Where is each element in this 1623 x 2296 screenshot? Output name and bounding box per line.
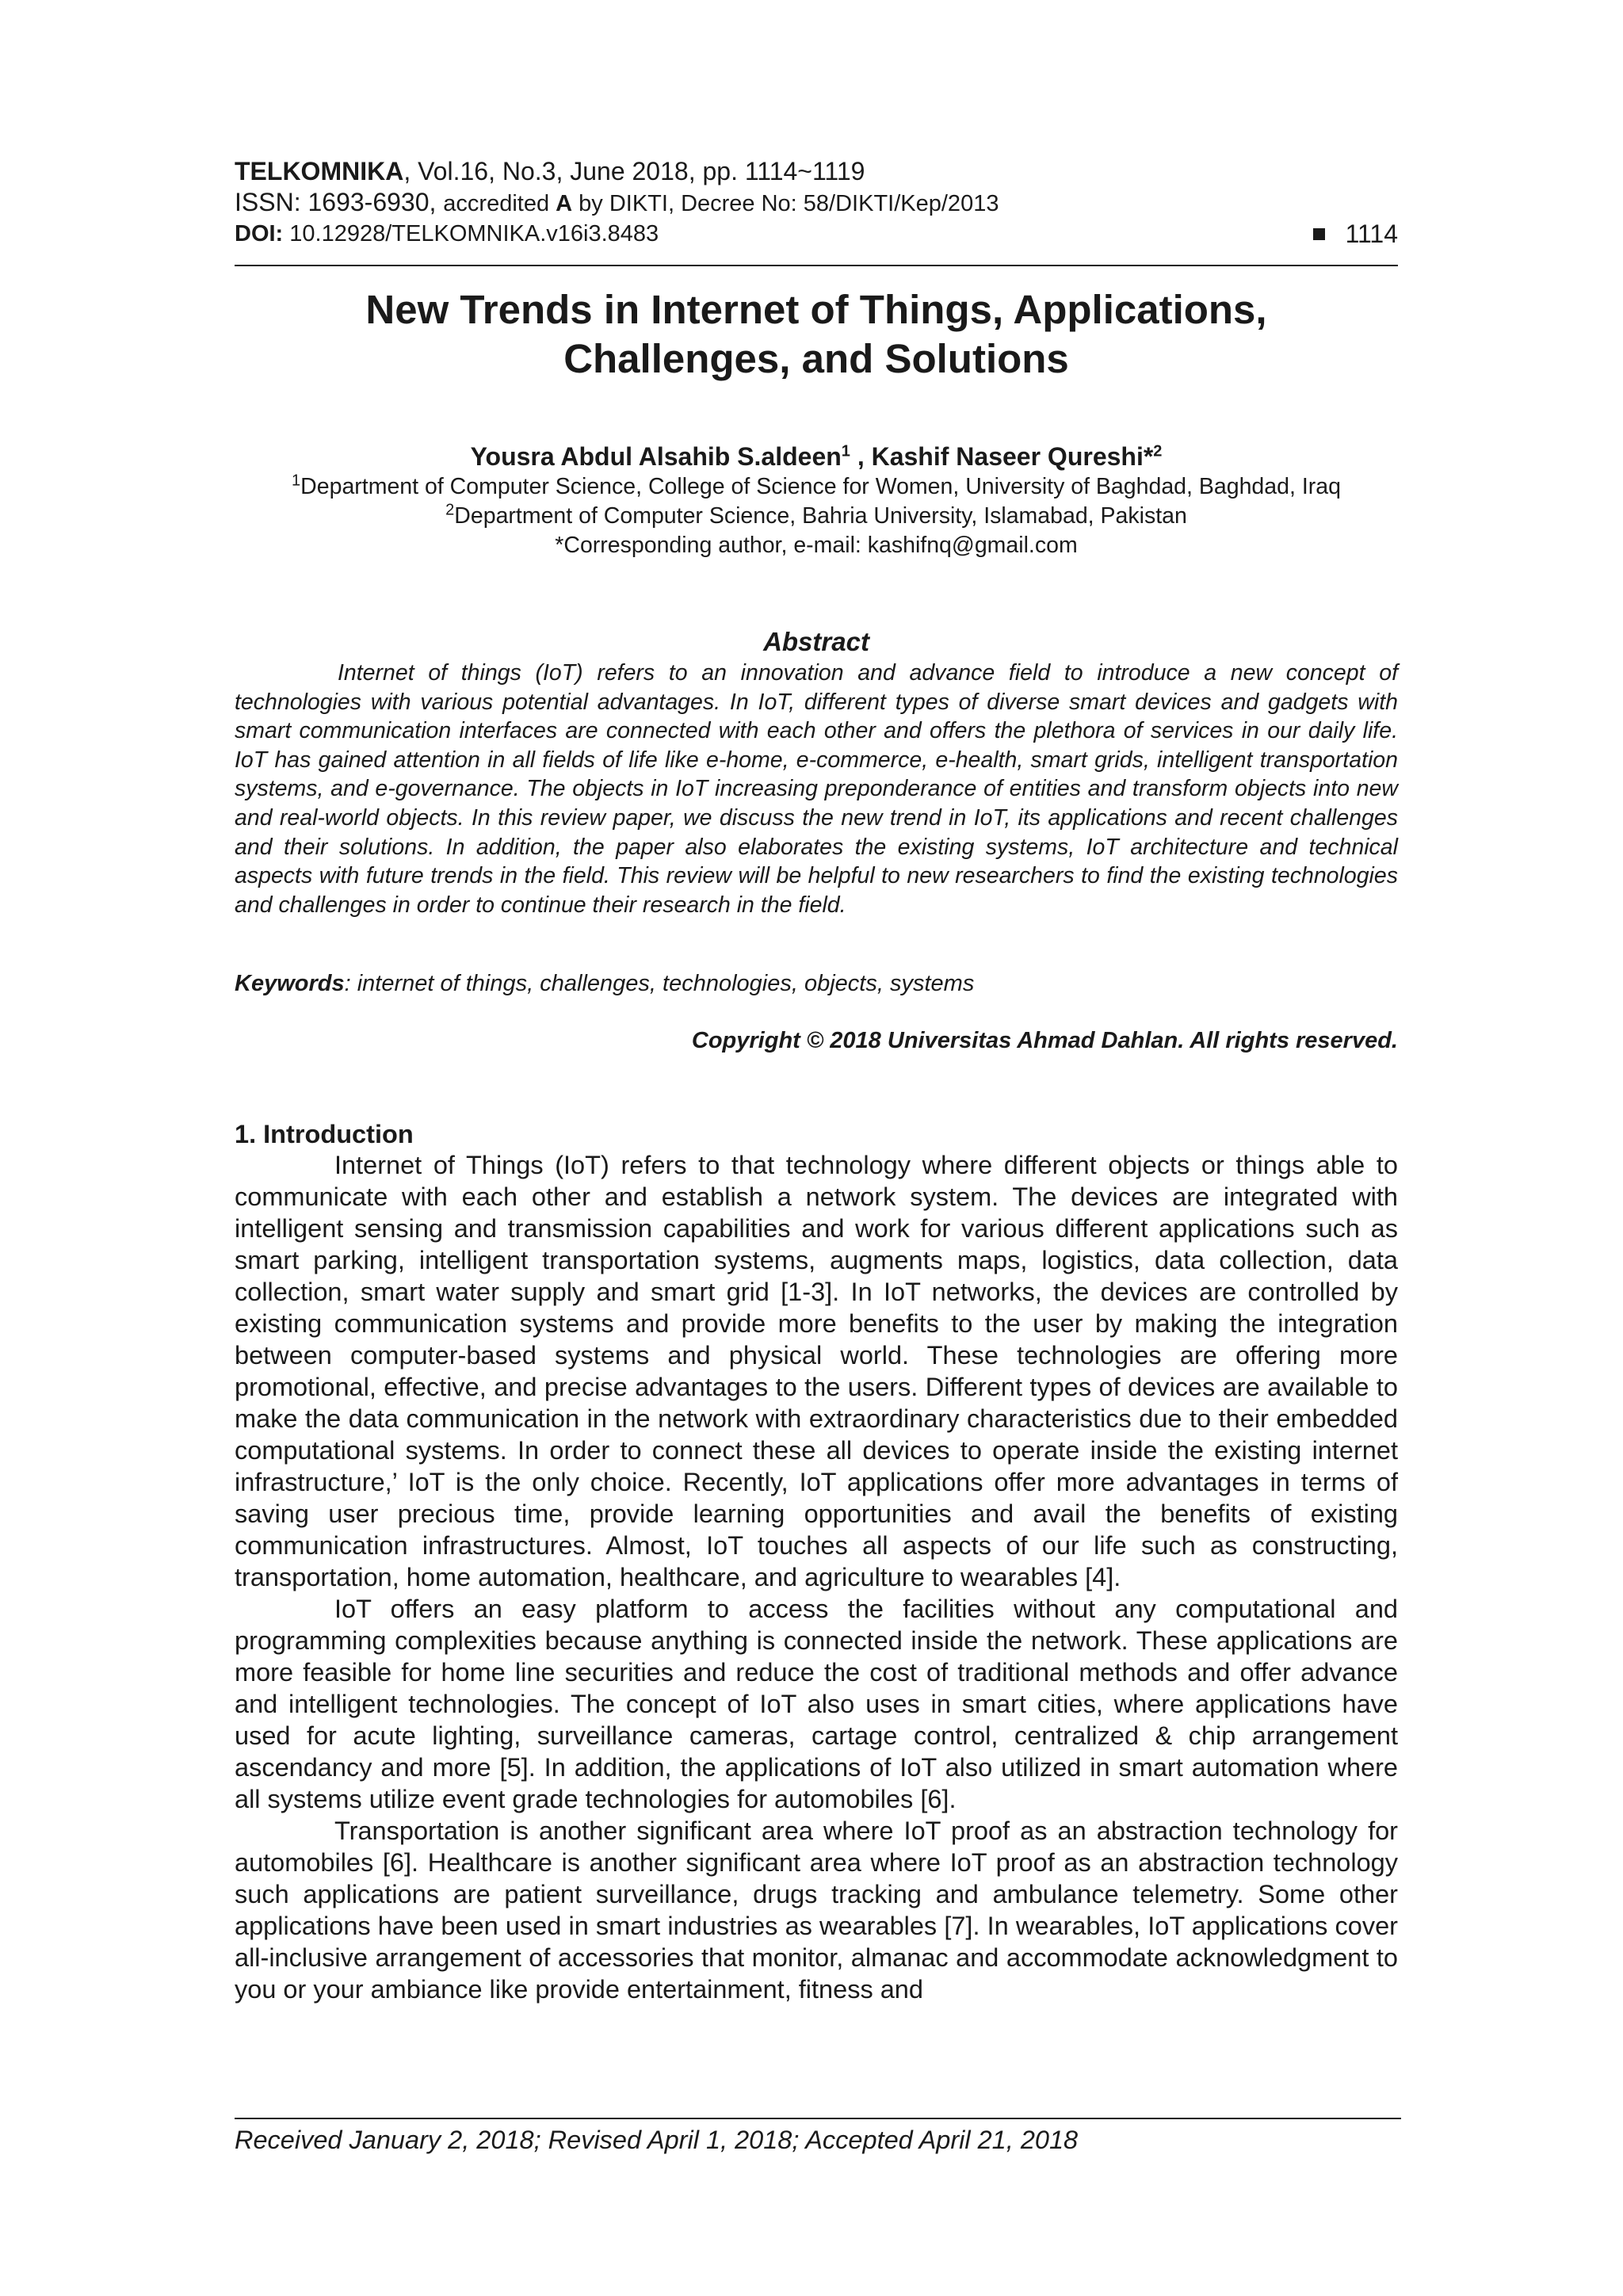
doi-line: [235, 219, 1398, 249]
author-block: [235, 441, 1398, 560]
journal-header: [235, 155, 1398, 249]
body-paragraph: IoT offers an easy platform to access the facilities without any computational and programming complexities because anything is connected inside the network. These applications are more feasible for home line securities and reduce the cost of traditional methods and offer advance and intelligent technologies. The concept of IoT also uses in smart cities, where applications have used for acute lighting, surveillance cameras, cartage control, centralized & chip arrangement ascendancy and more [5]. In addition, the applications of IoT also utilized in smart automation where all systems utilize event grade technologies for automobiles [6].: [235, 1595, 1398, 1813]
square-bullet-icon: [1313, 228, 1325, 240]
abstract-heading: Abstract: [763, 627, 869, 656]
paper-title: [235, 285, 1398, 384]
affiliation: [235, 472, 1398, 502]
doi: 10.12928/TELKOMNIKA.v16i3.8483: [289, 221, 659, 246]
abstract-text: Internet of things (IoT) refers to an innovation and advance field to introduce a new concept of technologies with various potential advantages. In IoT, different types of diverse smart devices and gadgets with smart communication interfaces are connected with each other and offers the plethora of services in our daily life. IoT has gained attention in all fields of life like e-home, e-commerce, e-health, smart grids, intelligent transportation systems, and e-governance. The objects in IoT increasing preponderance of entities and transform objects into new and real-world objects. In this review paper, we discuss the new trend in IoT, its applications and recent challenges and their solutions. In addition, the paper also elaborates the existing systems, IoT architecture and technical aspects with future trends in the field. This review will be helpful to new researchers to find the existing technologies and challenges in order to continue their research in the field.: [235, 660, 1398, 918]
issn: ISSN: 1693-6930,: [235, 188, 444, 216]
page-number-value: 1114: [1345, 220, 1398, 248]
keywords-label: Keywords: [235, 971, 345, 996]
affiliation-text: Department of Computer Science, College of Science for Women, University of Baghdad, Baghdad, Iraq: [300, 474, 1341, 499]
author-names: [235, 441, 1398, 472]
accreditation-decree: by DIKTI, Decree No: 58/DIKTI/Kep/2013: [572, 191, 999, 216]
doi-label: DOI:: [235, 221, 290, 246]
journal-citation: [235, 155, 1398, 187]
issn-line: [235, 187, 1398, 219]
journal-volume: , Vol.16, No.3, June 2018, pp. 1114~1119: [403, 157, 865, 185]
accreditation-grade: A: [556, 191, 573, 216]
author-name: Kashif Naseer Qureshi*: [871, 442, 1154, 471]
copyright-notice: Copyright © 2018 Universitas Ahmad Dahlan. All rights reserved.: [691, 1028, 1398, 1053]
keywords-text: : internet of things, challenges, technologies, objects, systems: [344, 971, 975, 996]
header-rule: [235, 265, 1398, 266]
corresponding-author: *Corresponding author, e-mail: kashifnq@gmail.com: [555, 533, 1078, 558]
affiliation-mark: 1: [292, 472, 301, 490]
author-name: Yousra Abdul Alsahib S.aldeen: [470, 442, 842, 471]
body-paragraph: Transportation is another significant area where IoT proof as an abstraction technology for automobiles [6]. Healthcare is another significant area where IoT proof as an abstraction technology such applications are patient surveillance, drugs tracking and ambulance telemetry. Some other applications have been used in smart industries as wearables [7]. In wearables, IoT applications cover all-inclusive arrangement of accessories that monitor, almanac and accommodate acknowledgment to you or your ambiance like provide entertainment, fitness and: [235, 1817, 1398, 2004]
author-affiliation-mark: 2: [1153, 442, 1163, 460]
author-separator: ,: [850, 442, 872, 471]
keywords: [235, 968, 1398, 999]
section-heading: 1. Introduction: [235, 1120, 414, 1148]
affiliation: [235, 502, 1398, 531]
accredited-text: accredited: [443, 191, 556, 216]
journal-name: TELKOMNIKA: [235, 157, 404, 185]
affiliation-text: Department of Computer Science, Bahria University, Islamabad, Pakistan: [454, 503, 1187, 529]
footer-rule: [235, 2118, 1401, 2119]
title-line: Challenges, and Solutions: [563, 336, 1069, 381]
author-affiliation-mark: 1: [841, 442, 850, 460]
title-line: New Trends in Internet of Things, Applications,: [365, 287, 1267, 332]
page-number: [1313, 219, 1398, 249]
received-dates: Received January 2, 2018; Revised April 1, 2018; Accepted April 21, 2018: [235, 2126, 1079, 2154]
affiliation-mark: 2: [445, 501, 455, 519]
body-paragraph: Internet of Things (IoT) refers to that technology where different objects or things able to communicate with each other and establish a network system. The devices are integrated with intelligent sensing and transmission capabilities and work for various different applications such as smart parking, intelligent transportation systems, augments maps, logistics, data collection, data collection, smart water supply and smart grid [1-3]. In IoT networks, the devices are controlled by existing communication systems and provide more benefits to the user by making the integration between computer-based systems and physical world. These technologies are offering more promotional, effective, and precise advantages to the users. Different types of devices are available to make the data communication in the network with extraordinary characteristics due to their embedded computational systems. In order to connect these all devices to operate inside the existing internet infrastructure,’ IoT is the only choice. Recently, IoT applications offer more advantages in terms of saving user precious time, provide learning opportunities and avail the benefits of existing communication infrastructures. Almost, IoT touches all aspects of our life such as constructing, transportation, home automation, healthcare, and agriculture to wearables [4].: [235, 1151, 1398, 1591]
introduction-body: [235, 1149, 1398, 2005]
